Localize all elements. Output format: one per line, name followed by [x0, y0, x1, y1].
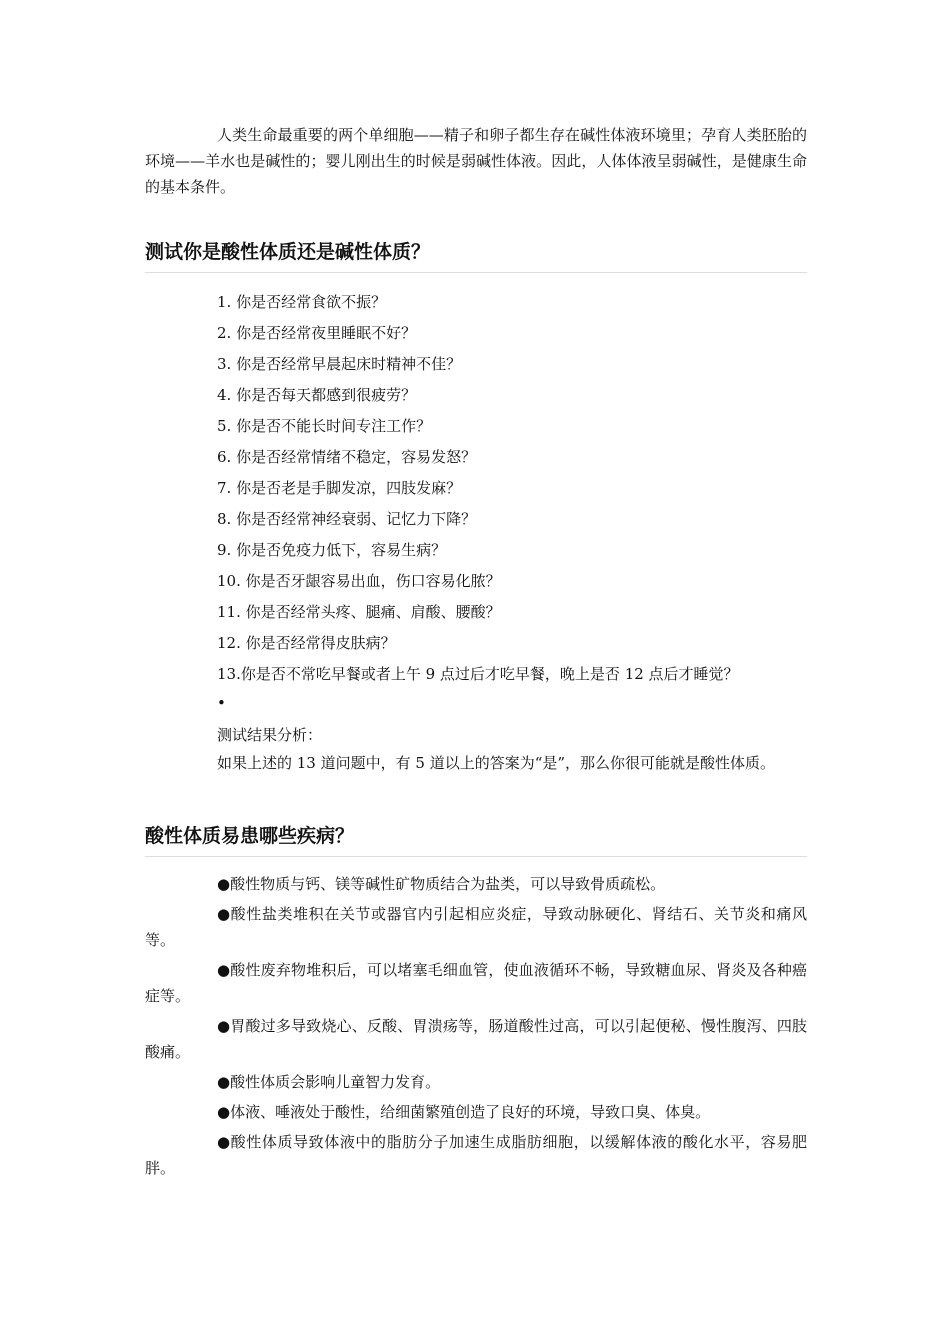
disease-item: ●体液、唾液处于酸性，给细菌繁殖创造了良好的环境，导致口臭、体臭。	[217, 1103, 711, 1121]
section-heading-diseases: 酸性体质易患哪些疾病？	[145, 822, 807, 857]
question-item: 10. 你是否牙龈容易出血，伤口容易化脓？	[217, 572, 501, 590]
intro-paragraph: 人类生命最重要的两个单细胞——精子和卵子都生存在碱性体液环境里；孕育人类胚胎的环境——羊水也是碱性的；婴儿刚出生的时候是弱碱性体液。因此，人体体液呈弱碱性，是健康生命的基本条件。	[145, 126, 807, 196]
question-item: 12. 你是否经常得皮肤病？	[217, 634, 396, 652]
question-item: 1. 你是否经常食欲不振？	[217, 293, 387, 311]
analysis-paragraph: 如果上述的 13 道问题中，有 5 道以上的答案为“是”，那么你很可能就是酸性体质。	[217, 754, 776, 772]
disease-list	[145, 871, 807, 1181]
disease-item: ●酸性体质导致体液中的脂肪分子加速生成脂肪细胞，以缓解体液的酸化水平，容易肥胖。	[145, 1133, 807, 1177]
question-item: 4. 你是否每天都感到很疲劳？	[217, 386, 417, 404]
question-item: 3. 你是否经常早晨起床时精神不佳？	[217, 355, 462, 373]
question-item: 5. 你是否不能长时间专注工作？	[217, 417, 432, 435]
question-item: 7. 你是否老是手脚发凉，四肢发麻？	[217, 479, 462, 497]
disease-item: ●酸性废弃物堆积后，可以堵塞毛细血管，使血液循环不畅，导致糖血尿、肾炎及各种癌症等。	[145, 961, 807, 1005]
question-item: 11. 你是否经常头疼、腿痛、肩酸、腰酸？	[217, 603, 501, 621]
question-item: 2. 你是否经常夜里睡眠不好？	[217, 324, 417, 342]
disease-item: ●酸性体质会影响儿童智力发育。	[217, 1073, 441, 1091]
disease-item: ●酸性盐类堆积在关节或器官内引起相应炎症，导致动脉硬化、肾结石、关节炎和痛风等。	[145, 905, 807, 949]
question-item: 6. 你是否经常情绪不稳定，容易发怒？	[217, 448, 477, 466]
question-item: 13.你是否不常吃早餐或者上午 9 点过后才吃早餐，晚上是否 12 点后才睡觉？	[217, 665, 739, 683]
question-item: 9. 你是否免疫力低下，容易生病？	[217, 541, 447, 559]
document-page	[145, 122, 807, 1185]
disease-item: ●胃酸过多导致烧心、反酸、胃溃疡等，肠道酸性过高，可以引起便秘、慢性腹泻、四肢酸痛。	[145, 1017, 807, 1061]
question-list	[145, 287, 807, 690]
section-heading-body-test: 测试你是酸性体质还是碱性体质？	[145, 238, 807, 273]
bullet-marker: •	[217, 694, 226, 712]
question-item: 8. 你是否经常神经衰弱、记忆力下降？	[217, 510, 477, 528]
analysis-label: 测试结果分析：	[217, 726, 323, 744]
disease-item: ●酸性物质与钙、镁等碱性矿物质结合为盐类，可以导致骨质疏松。	[217, 875, 666, 893]
